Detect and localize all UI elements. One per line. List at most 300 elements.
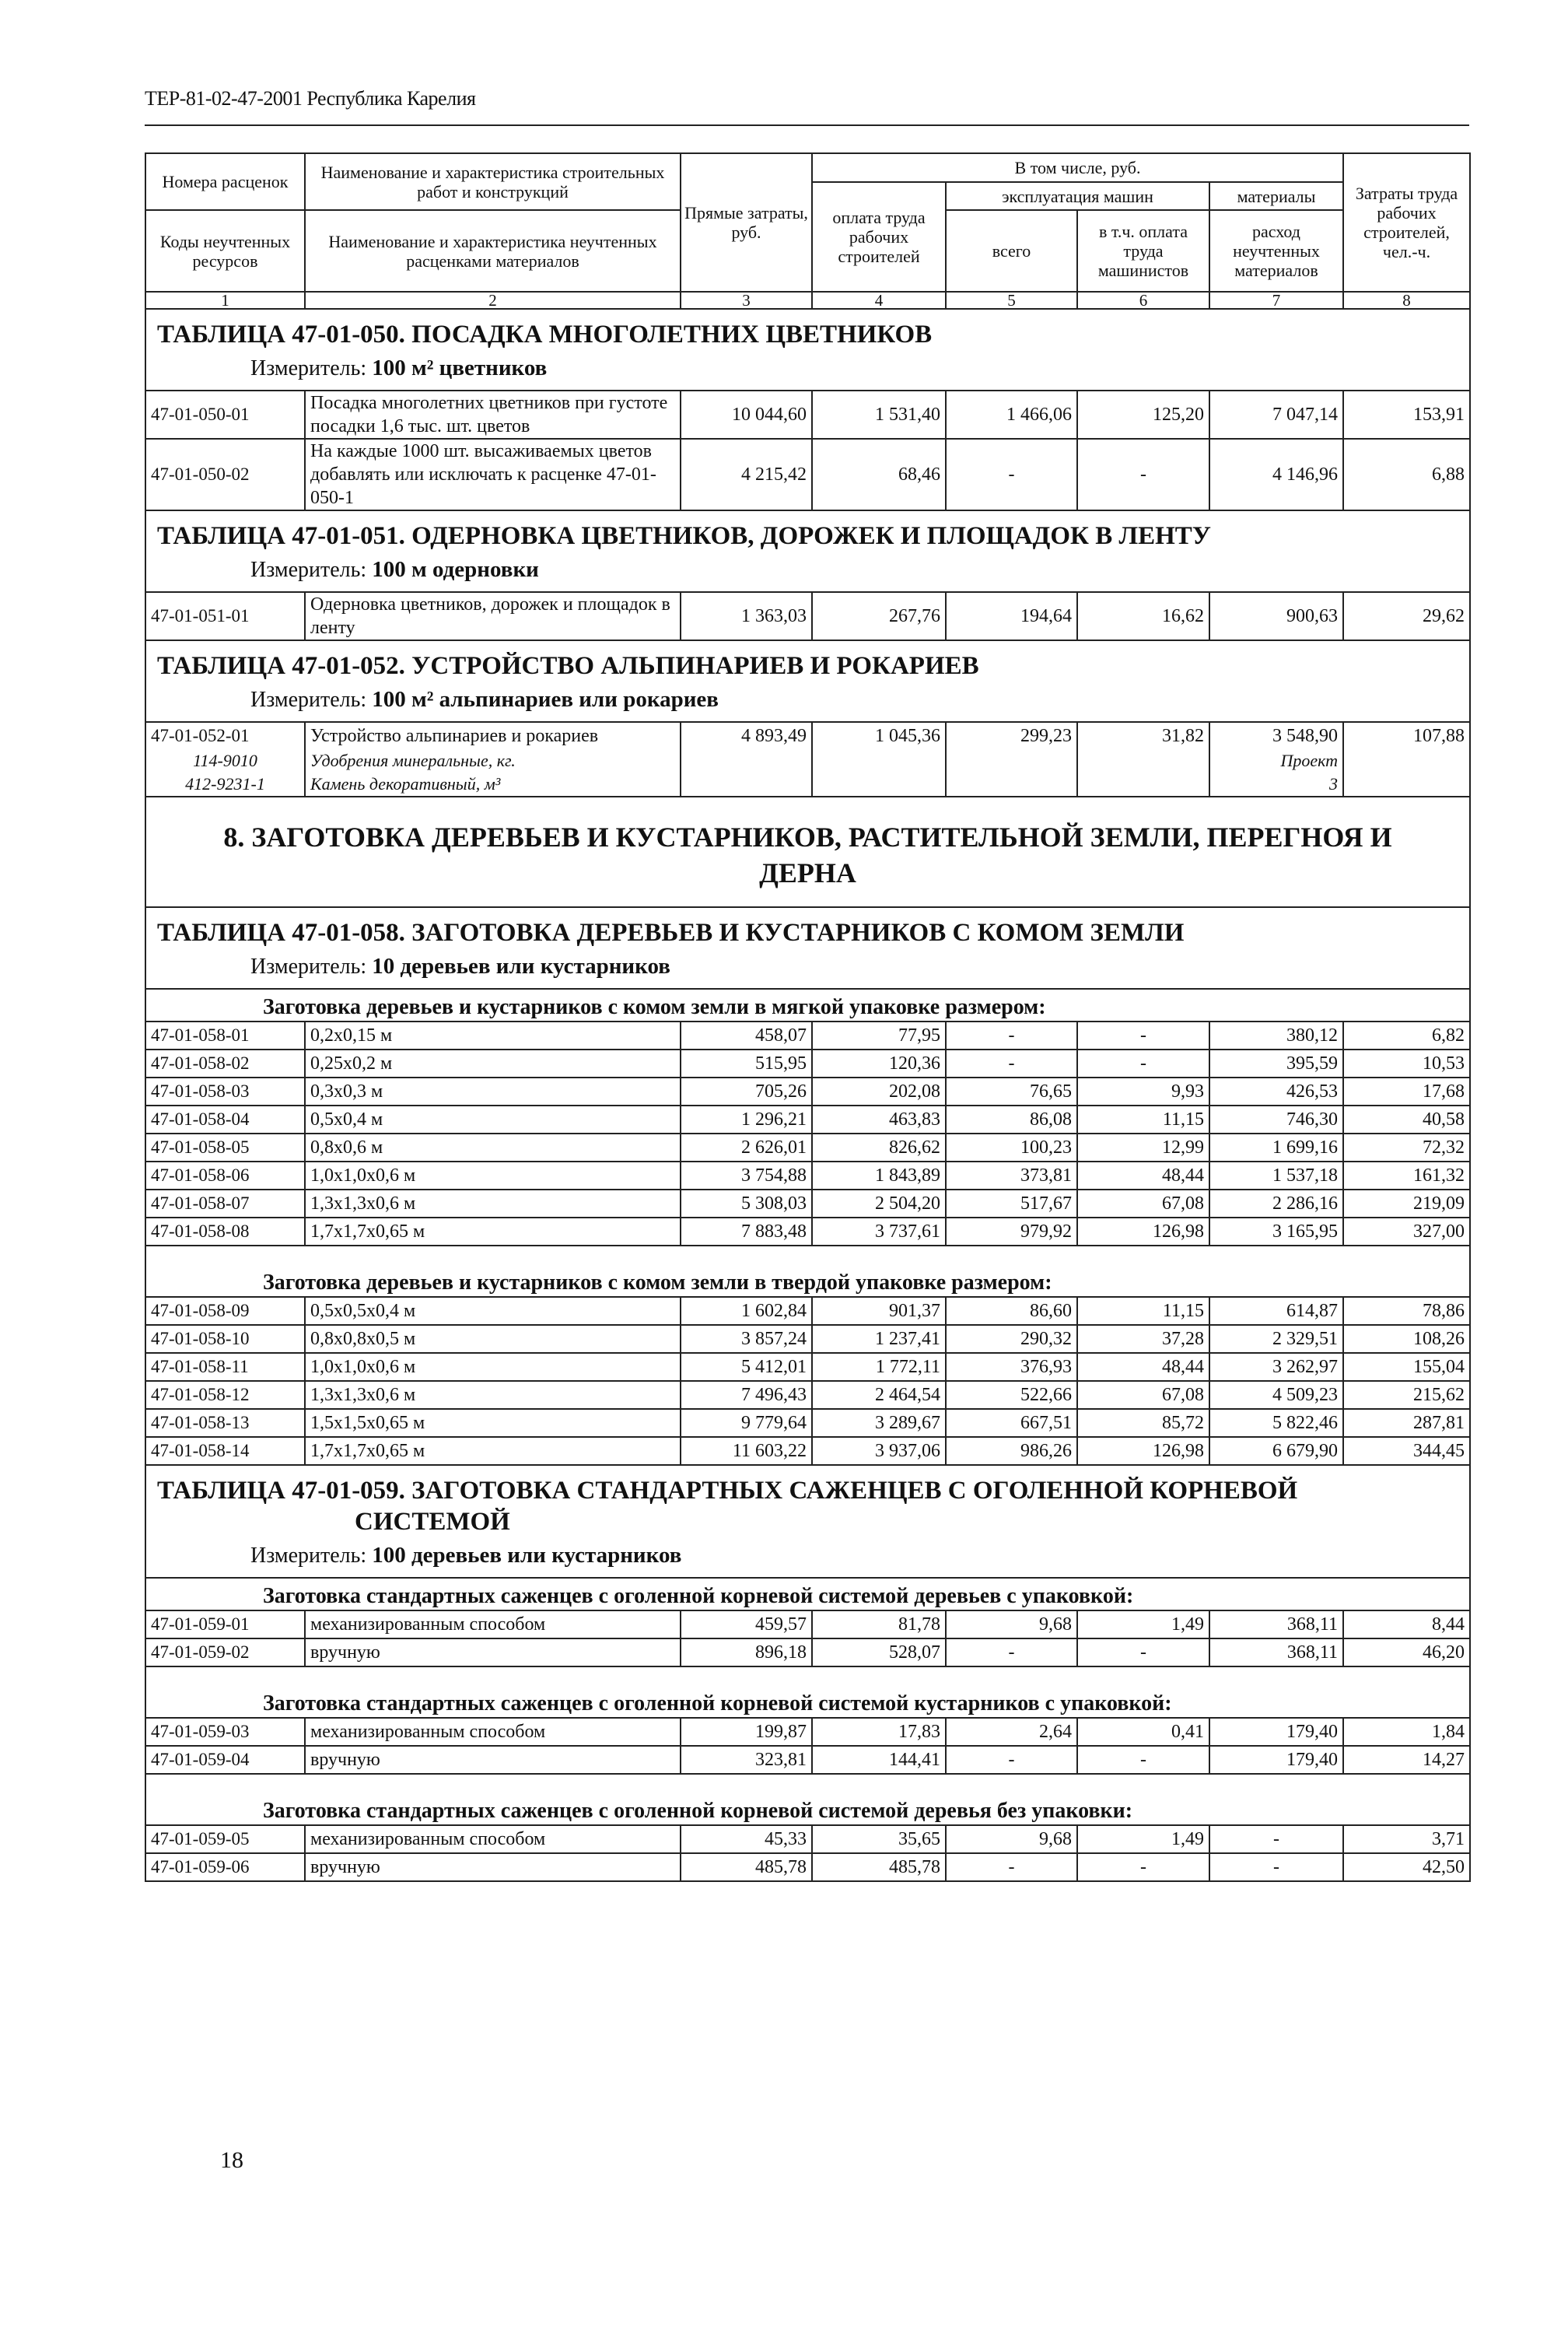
rate-code: 47-01-059-03 — [145, 1718, 305, 1746]
subheading — [145, 1578, 1470, 1610]
work-name: 1,3х1,3х0,6 м — [305, 1190, 681, 1218]
table-row — [145, 1134, 1470, 1162]
machine-total: 522,66 — [946, 1381, 1077, 1409]
labor-costs: 42,50 — [1343, 1853, 1470, 1881]
materials-cost: - — [1209, 1853, 1343, 1881]
labor-costs: 219,09 — [1343, 1190, 1470, 1218]
header-machine-operation: эксплуатация машин — [946, 182, 1209, 210]
work-name: 1,5х1,5х0,65 м — [305, 1409, 681, 1437]
empty-cell — [1077, 773, 1209, 797]
table-row — [145, 1022, 1470, 1050]
empty-cell — [681, 749, 812, 773]
work-name: 0,8х0,6 м — [305, 1134, 681, 1162]
materials-cost: 7 047,14 — [1209, 391, 1343, 439]
worker-pay: 68,46 — [812, 439, 946, 510]
table-row — [145, 1718, 1470, 1746]
table-title-line2: СИСТЕМОЙ — [355, 1508, 510, 1536]
measure-line — [157, 682, 1458, 718]
table-row — [145, 439, 1470, 510]
table-row — [145, 1825, 1470, 1853]
machine-total: 194,64 — [946, 592, 1077, 640]
header-resource-codes: Коды неучтенных ресурсов — [145, 210, 305, 292]
direct-costs: 1 363,03 — [681, 592, 812, 640]
materials-cost: 3 262,97 — [1209, 1353, 1343, 1381]
work-name: 0,3х0,3 м — [305, 1078, 681, 1106]
materials-cost: 3 165,95 — [1209, 1218, 1343, 1246]
worker-pay: 528,07 — [812, 1638, 946, 1666]
rate-code: 47-01-058-11 — [145, 1353, 305, 1381]
rate-code: 47-01-051-01 — [145, 592, 305, 640]
worker-pay: 120,36 — [812, 1050, 946, 1078]
machinist-pay: - — [1077, 1050, 1209, 1078]
work-name: вручную — [305, 1853, 681, 1881]
header-labor-costs: Затраты труда рабочих строителей, чел.-ч. — [1343, 153, 1470, 292]
rate-code: 47-01-058-04 — [145, 1106, 305, 1134]
measure-value: 100 м одерновки — [372, 557, 539, 582]
resource-name: Камень декоративный, м³ — [305, 773, 681, 797]
table-title — [145, 907, 1470, 989]
labor-costs: 153,91 — [1343, 391, 1470, 439]
direct-costs: 5 308,03 — [681, 1190, 812, 1218]
machine-total: 373,81 — [946, 1162, 1077, 1190]
labor-costs: 344,45 — [1343, 1437, 1470, 1465]
materials-cost: 395,59 — [1209, 1050, 1343, 1078]
machine-total: 376,93 — [946, 1353, 1077, 1381]
table-row — [145, 1409, 1470, 1437]
labor-costs: 1,84 — [1343, 1718, 1470, 1746]
machinist-pay: 11,15 — [1077, 1106, 1209, 1134]
table-row — [145, 1437, 1470, 1465]
worker-pay: 1 843,89 — [812, 1162, 946, 1190]
materials-cost: 368,11 — [1209, 1610, 1343, 1638]
materials-cost: 1 699,16 — [1209, 1134, 1343, 1162]
direct-costs: 705,26 — [681, 1078, 812, 1106]
machine-total: 979,92 — [946, 1218, 1077, 1246]
machine-total: 76,65 — [946, 1078, 1077, 1106]
empty-cell — [1343, 773, 1470, 797]
table-title-cell — [145, 1465, 1470, 1578]
table-title — [145, 1465, 1470, 1578]
table-title — [145, 510, 1470, 592]
machinist-pay: 0,41 — [1077, 1718, 1209, 1746]
work-name: 0,5х0,4 м — [305, 1106, 681, 1134]
header-rate-numbers: Номера расценок — [145, 153, 305, 210]
labor-costs: 155,04 — [1343, 1353, 1470, 1381]
work-name: Устройство альпинариев и рокариев — [305, 722, 681, 749]
work-name: 0,8х0,8х0,5 м — [305, 1325, 681, 1353]
subheading: Заготовка стандартных саженцев с оголенной корневой системой деревья без упаковки: — [145, 1774, 1470, 1825]
direct-costs: 10 044,60 — [681, 391, 812, 439]
worker-pay: 77,95 — [812, 1022, 946, 1050]
materials-cost: 6 679,90 — [1209, 1437, 1343, 1465]
materials-cost: 3 548,90 — [1209, 722, 1343, 749]
machine-total: 517,67 — [946, 1190, 1077, 1218]
subheading — [145, 1246, 1470, 1297]
machine-total: 299,23 — [946, 722, 1077, 749]
rate-code: 47-01-050-02 — [145, 439, 305, 510]
work-name: 1,7х1,7х0,65 м — [305, 1218, 681, 1246]
subheading: Заготовка деревьев и кустарников с комом земли в твердой упаковке размером: — [145, 1246, 1470, 1297]
resource-amount: 3 — [1209, 773, 1343, 797]
measure-line — [157, 948, 1458, 985]
direct-costs: 896,18 — [681, 1638, 812, 1666]
header-unaccounted-materials: расход неучтенных материалов — [1209, 210, 1343, 292]
table-title — [145, 309, 1470, 391]
labor-costs: 10,53 — [1343, 1050, 1470, 1078]
worker-pay: 1 045,36 — [812, 722, 946, 749]
empty-cell — [812, 749, 946, 773]
header-machinist-pay: в т.ч. оплата труда машинистов — [1077, 210, 1209, 292]
worker-pay: 3 737,61 — [812, 1218, 946, 1246]
table-row — [145, 1050, 1470, 1078]
header-direct-costs: Прямые затраты, руб. — [681, 153, 812, 292]
empty-cell — [946, 773, 1077, 797]
machine-total: - — [946, 1638, 1077, 1666]
measure-label: Измеритель: — [250, 558, 367, 582]
direct-costs: 2 626,01 — [681, 1134, 812, 1162]
measure-label: Измеритель: — [250, 955, 367, 979]
machinist-pay: - — [1077, 439, 1209, 510]
labor-costs: 17,68 — [1343, 1078, 1470, 1106]
labor-costs: 161,32 — [1343, 1162, 1470, 1190]
direct-costs: 515,95 — [681, 1050, 812, 1078]
rate-code: 47-01-058-09 — [145, 1297, 305, 1325]
subheading: Заготовка стандартных саженцев с оголенной корневой системой кустарников с упаковкой: — [145, 1666, 1470, 1718]
table-row — [145, 391, 1470, 439]
column-number: 5 — [946, 292, 1077, 309]
machine-total: 9,68 — [946, 1825, 1077, 1853]
machinist-pay: - — [1077, 1853, 1209, 1881]
worker-pay: 1 531,40 — [812, 391, 946, 439]
table-title: ТАБЛИЦА 47-01-058. ЗАГОТОВКА ДЕРЕВЬЕВ И КУСТАРНИКОВ С КОМОМ ЗЕМЛИ — [157, 919, 1185, 947]
materials-cost: 1 537,18 — [1209, 1162, 1343, 1190]
table-row — [145, 1190, 1470, 1218]
column-number: 1 — [145, 292, 305, 309]
header-including: В том числе, руб. — [812, 153, 1343, 182]
materials-cost: 614,87 — [1209, 1297, 1343, 1325]
empty-cell — [946, 749, 1077, 773]
subheading — [145, 1774, 1470, 1825]
direct-costs: 3 754,88 — [681, 1162, 812, 1190]
worker-pay: 144,41 — [812, 1746, 946, 1774]
rate-code: 47-01-058-06 — [145, 1162, 305, 1190]
labor-costs: 215,62 — [1343, 1381, 1470, 1409]
machinist-pay: 37,28 — [1077, 1325, 1209, 1353]
table-row — [145, 1746, 1470, 1774]
rate-code: 47-01-058-08 — [145, 1218, 305, 1246]
rate-code: 47-01-059-01 — [145, 1610, 305, 1638]
machinist-pay: 1,49 — [1077, 1825, 1209, 1853]
machinist-pay: 85,72 — [1077, 1409, 1209, 1437]
worker-pay: 485,78 — [812, 1853, 946, 1881]
machine-total: 86,08 — [946, 1106, 1077, 1134]
labor-costs: 6,82 — [1343, 1022, 1470, 1050]
resource-amount: Проект — [1209, 749, 1343, 773]
work-name: вручную — [305, 1746, 681, 1774]
direct-costs: 5 412,01 — [681, 1353, 812, 1381]
machinist-pay: 48,44 — [1077, 1353, 1209, 1381]
worker-pay: 202,08 — [812, 1078, 946, 1106]
header-material-name: Наименование и характеристика неучтенных расценками материалов — [305, 210, 681, 292]
direct-costs: 459,57 — [681, 1610, 812, 1638]
machine-total: 667,51 — [946, 1409, 1077, 1437]
materials-cost: 380,12 — [1209, 1022, 1343, 1050]
table-row — [145, 1853, 1470, 1881]
measure-value: 100 м² цветников — [372, 356, 548, 380]
rate-code: 47-01-059-06 — [145, 1853, 305, 1881]
materials-cost: 2 329,51 — [1209, 1325, 1343, 1353]
worker-pay: 463,83 — [812, 1106, 946, 1134]
direct-costs: 4 893,49 — [681, 722, 812, 749]
worker-pay: 901,37 — [812, 1297, 946, 1325]
direct-costs: 4 215,42 — [681, 439, 812, 510]
rate-code: 47-01-058-10 — [145, 1325, 305, 1353]
rate-code: 47-01-058-05 — [145, 1134, 305, 1162]
rate-code: 47-01-058-03 — [145, 1078, 305, 1106]
table-row — [145, 1297, 1470, 1325]
labor-costs: 46,20 — [1343, 1638, 1470, 1666]
header-materials: материалы — [1209, 182, 1343, 210]
subheading — [145, 1666, 1470, 1718]
work-name: 1,0х1,0х0,6 м — [305, 1353, 681, 1381]
price-table — [145, 152, 1471, 1882]
machinist-pay: 9,93 — [1077, 1078, 1209, 1106]
worker-pay: 81,78 — [812, 1610, 946, 1638]
column-number: 6 — [1077, 292, 1209, 309]
rate-code: 47-01-050-01 — [145, 391, 305, 439]
work-name: Одерновка цветников, дорожек и площадок в ленту — [305, 592, 681, 640]
table-title-cell — [145, 907, 1470, 989]
direct-costs: 45,33 — [681, 1825, 812, 1853]
worker-pay: 1 237,41 — [812, 1325, 946, 1353]
machinist-pay: 126,98 — [1077, 1437, 1209, 1465]
table-title: ТАБЛИЦА 47-01-052. УСТРОЙСТВО АЛЬПИНАРИЕВ И РОКАРИЕВ — [157, 652, 979, 680]
work-name: 1,7х1,7х0,65 м — [305, 1437, 681, 1465]
work-name: 1,3х1,3х0,6 м — [305, 1381, 681, 1409]
rate-code: 47-01-059-04 — [145, 1746, 305, 1774]
machinist-pay: 125,20 — [1077, 391, 1209, 439]
measure-label: Измеритель: — [250, 356, 367, 380]
direct-costs: 7 883,48 — [681, 1218, 812, 1246]
materials-cost: 179,40 — [1209, 1746, 1343, 1774]
materials-cost: - — [1209, 1825, 1343, 1853]
header-worker-pay: оплата труда рабочих строителей — [812, 182, 946, 292]
section-title — [145, 797, 1470, 907]
page-number: 18 — [220, 2147, 243, 2173]
machine-total: - — [946, 1746, 1077, 1774]
machine-total: 986,26 — [946, 1437, 1077, 1465]
materials-cost: 746,30 — [1209, 1106, 1343, 1134]
machine-total: 290,32 — [946, 1325, 1077, 1353]
table-title-cell — [145, 510, 1470, 592]
header-work-name: Наименование и характеристика строительных работ и конструкций — [305, 153, 681, 210]
machinist-pay: 67,08 — [1077, 1381, 1209, 1409]
column-number: 3 — [681, 292, 812, 309]
labor-costs: 287,81 — [1343, 1409, 1470, 1437]
table-title — [145, 640, 1470, 722]
labor-costs: 327,00 — [1343, 1218, 1470, 1246]
table-row — [145, 1638, 1470, 1666]
measure-label: Измеритель: — [250, 688, 367, 712]
materials-cost: 5 822,46 — [1209, 1409, 1343, 1437]
table-row — [145, 1610, 1470, 1638]
table-row — [145, 1162, 1470, 1190]
empty-cell — [1343, 749, 1470, 773]
direct-costs: 7 496,43 — [681, 1381, 812, 1409]
table-row — [145, 722, 1470, 749]
labor-costs: 3,71 — [1343, 1825, 1470, 1853]
table-row — [145, 1106, 1470, 1134]
worker-pay: 2 464,54 — [812, 1381, 946, 1409]
table-row — [145, 1353, 1470, 1381]
worker-pay: 3 289,67 — [812, 1409, 946, 1437]
subheading — [145, 989, 1470, 1022]
resource-name: Удобрения минеральные, кг. — [305, 749, 681, 773]
materials-cost: 4 509,23 — [1209, 1381, 1343, 1409]
machine-total: 86,60 — [946, 1297, 1077, 1325]
machine-total: 100,23 — [946, 1134, 1077, 1162]
table-row — [145, 1381, 1470, 1409]
measure-line — [157, 350, 1458, 387]
header-total: всего — [946, 210, 1077, 292]
work-name: На каждые 1000 шт. высаживаемых цветов добавлять или исключать к расценке 47-01-050-1 — [305, 439, 681, 510]
labor-costs: 6,88 — [1343, 439, 1470, 510]
empty-cell — [1077, 749, 1209, 773]
subheading: Заготовка стандартных саженцев с оголенной корневой системой деревьев с упаковкой: — [145, 1578, 1470, 1610]
direct-costs: 323,81 — [681, 1746, 812, 1774]
direct-costs: 199,87 — [681, 1718, 812, 1746]
rate-code: 47-01-058-01 — [145, 1022, 305, 1050]
labor-costs: 14,27 — [1343, 1746, 1470, 1774]
machinist-pay: 48,44 — [1077, 1162, 1209, 1190]
resource-row — [145, 773, 1470, 797]
rate-code: 47-01-058-12 — [145, 1381, 305, 1409]
rate-code: 47-01-058-02 — [145, 1050, 305, 1078]
worker-pay: 826,62 — [812, 1134, 946, 1162]
direct-costs: 458,07 — [681, 1022, 812, 1050]
rate-code: 47-01-058-13 — [145, 1409, 305, 1437]
machinist-pay: - — [1077, 1638, 1209, 1666]
work-name: 1,0х1,0х0,6 м — [305, 1162, 681, 1190]
machinist-pay: - — [1077, 1022, 1209, 1050]
measure-line — [157, 552, 1458, 588]
materials-cost: 4 146,96 — [1209, 439, 1343, 510]
rate-code: 47-01-059-05 — [145, 1825, 305, 1853]
labor-costs: 78,86 — [1343, 1297, 1470, 1325]
worker-pay: 2 504,20 — [812, 1190, 946, 1218]
machinist-pay: 11,15 — [1077, 1297, 1209, 1325]
table-title-cell — [145, 309, 1470, 391]
resource-code: 114-9010 — [145, 749, 305, 773]
table-row — [145, 1325, 1470, 1353]
work-name: Посадка многолетних цветников при густоте посадки 1,6 тыс. шт. цветов — [305, 391, 681, 439]
direct-costs: 485,78 — [681, 1853, 812, 1881]
machine-total: 1 466,06 — [946, 391, 1077, 439]
materials-cost: 368,11 — [1209, 1638, 1343, 1666]
work-name: вручную — [305, 1638, 681, 1666]
machinist-pay: 12,99 — [1077, 1134, 1209, 1162]
resource-row — [145, 749, 1470, 773]
table-title: ТАБЛИЦА 47-01-059. ЗАГОТОВКА СТАНДАРТНЫХ САЖЕНЦЕВ С ОГОЛЕННОЙ КОРНЕВОЙ — [157, 1477, 1298, 1505]
empty-cell — [681, 773, 812, 797]
machinist-pay: 31,82 — [1077, 722, 1209, 749]
header-row-1 — [145, 153, 1470, 182]
machine-total: - — [946, 1022, 1077, 1050]
machine-total: 2,64 — [946, 1718, 1077, 1746]
measure-value: 10 деревьев или кустарников — [372, 954, 670, 979]
direct-costs: 9 779,64 — [681, 1409, 812, 1437]
column-number: 7 — [1209, 292, 1343, 309]
table-row — [145, 592, 1470, 640]
table-title: ТАБЛИЦА 47-01-050. ПОСАДКА МНОГОЛЕТНИХ ЦВЕТНИКОВ — [157, 321, 933, 349]
labor-costs: 72,32 — [1343, 1134, 1470, 1162]
labor-costs: 29,62 — [1343, 592, 1470, 640]
machinist-pay: 67,08 — [1077, 1190, 1209, 1218]
direct-costs: 3 857,24 — [681, 1325, 812, 1353]
subheading: Заготовка деревьев и кустарников с комом земли в мягкой упаковке размером: — [145, 989, 1470, 1022]
column-number: 2 — [305, 292, 681, 309]
worker-pay: 17,83 — [812, 1718, 946, 1746]
rate-code: 47-01-058-14 — [145, 1437, 305, 1465]
page-header: ТЕР-81-02-47-2001 Республика Карелия — [145, 87, 476, 110]
worker-pay: 3 937,06 — [812, 1437, 946, 1465]
resource-code: 412-9231-1 — [145, 773, 305, 797]
rate-code: 47-01-052-01 — [145, 722, 305, 749]
labor-costs: 8,44 — [1343, 1610, 1470, 1638]
column-number: 4 — [812, 292, 946, 309]
header-divider — [145, 124, 1469, 126]
machine-total: - — [946, 1050, 1077, 1078]
table-row — [145, 1078, 1470, 1106]
table-title-cell — [145, 640, 1470, 722]
table-title: ТАБЛИЦА 47-01-051. ОДЕРНОВКА ЦВЕТНИКОВ, ДОРОЖЕК И ПЛОЩАДОК В ЛЕНТУ — [157, 522, 1211, 550]
materials-cost: 900,63 — [1209, 592, 1343, 640]
machine-total: 9,68 — [946, 1610, 1077, 1638]
work-name: механизированным способом — [305, 1610, 681, 1638]
labor-costs: 108,26 — [1343, 1325, 1470, 1353]
direct-costs: 11 603,22 — [681, 1437, 812, 1465]
table-row — [145, 1218, 1470, 1246]
work-name: 0,5х0,5х0,4 м — [305, 1297, 681, 1325]
direct-costs: 1 296,21 — [681, 1106, 812, 1134]
materials-cost: 426,53 — [1209, 1078, 1343, 1106]
worker-pay: 1 772,11 — [812, 1353, 946, 1381]
worker-pay: 267,76 — [812, 592, 946, 640]
machine-total: - — [946, 439, 1077, 510]
worker-pay: 35,65 — [812, 1825, 946, 1853]
work-name: механизированным способом — [305, 1718, 681, 1746]
rate-code: 47-01-059-02 — [145, 1638, 305, 1666]
direct-costs: 1 602,84 — [681, 1297, 812, 1325]
measure-value: 100 м² альпинариев или рокариев — [372, 687, 719, 712]
rate-code: 47-01-058-07 — [145, 1190, 305, 1218]
materials-cost: 179,40 — [1209, 1718, 1343, 1746]
section-title: 8. ЗАГОТОВКА ДЕРЕВЬЕВ И КУСТАРНИКОВ, РАСТИТЕЛЬНОЙ ЗЕМЛИ, ПЕРЕГНОЯ И ДЕРНА — [145, 797, 1470, 907]
column-number: 8 — [1343, 292, 1470, 309]
work-name: 0,2х0,15 м — [305, 1022, 681, 1050]
column-numbers-row — [145, 292, 1470, 309]
materials-cost: 2 286,16 — [1209, 1190, 1343, 1218]
labor-costs: 40,58 — [1343, 1106, 1470, 1134]
machinist-pay: 1,49 — [1077, 1610, 1209, 1638]
machinist-pay: 126,98 — [1077, 1218, 1209, 1246]
empty-cell — [812, 773, 946, 797]
measure-line — [157, 1537, 1458, 1574]
measure-label: Измеритель: — [250, 1544, 367, 1568]
machinist-pay: - — [1077, 1746, 1209, 1774]
work-name: 0,25х0,2 м — [305, 1050, 681, 1078]
work-name: механизированным способом — [305, 1825, 681, 1853]
